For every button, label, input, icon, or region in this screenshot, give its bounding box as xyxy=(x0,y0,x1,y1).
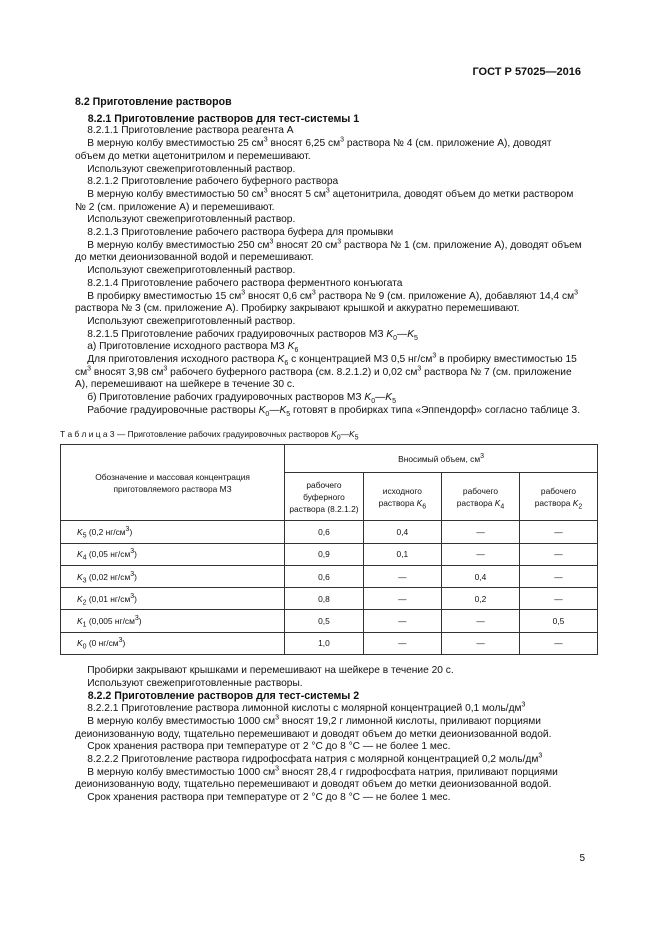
col-header-k4: рабочего раствора $K_4$ xyxy=(442,473,520,521)
table-row xyxy=(61,543,598,565)
table-row xyxy=(61,632,598,654)
table-cell: 0,6 xyxy=(285,565,364,587)
row-label: $K_2$ (0,01 $нг/см^3$) xyxy=(61,588,285,610)
paragraph: В пробирку вместимостью 15 $см^3$ вносят 0,6 $см^3$ раствора № 9 (см. приложение А), добавляют 14,4 $см^3$ раствора № 3 (см. приложение А). Пробирку закрывают крышкой и аккуратно перемешивают. xyxy=(75,289,578,315)
table-cell: — xyxy=(442,543,520,565)
table-cell: — xyxy=(442,632,520,654)
paragraph: В мерную колбу вместимостью 250 $см^3$ вносят 20 $см^3$ раствора № 1 (см. приложение А), доводят объем до метки деионизованной водой и перемешивают. xyxy=(75,238,582,264)
table-cell: 0,8 xyxy=(285,588,364,610)
paragraph: В мерную колбу вместимостью 25 $см^3$ вносят 6,25 $см^3$ раствора № 4 (см. приложение А), доводят объем до метки ацетонитрилом и перемешивают. xyxy=(75,136,552,162)
table-cell: — xyxy=(519,588,597,610)
heading-8-2: 8.2 Приготовление растворов xyxy=(75,96,232,108)
calibration-table xyxy=(60,444,598,655)
table-cell: — xyxy=(363,565,441,587)
paragraph: Используют свежеприготовленный раствор. xyxy=(87,214,296,226)
paragraph: Используют свежеприготовленные растворы. xyxy=(87,677,303,689)
paragraph: В мерную колбу вместимостью 50 $см^3$ вносят 5 $см^3$ ацетонитрила, доводят объем до метки раствором № 2 (см. приложение А) и перемешивают. xyxy=(75,187,574,213)
table-row xyxy=(61,521,598,543)
paragraph: Используют свежеприготовленный раствор. xyxy=(87,315,296,327)
paragraph: Срок хранения раствора при температуре от 2 °С до 8 °С — не более 1 мес. xyxy=(87,741,451,753)
heading-8-2-2-1: 8.2.2.1 Приготовление раствора лимонной кислоты с молярной концентрацией 0,1 моль/$дм^3$ xyxy=(87,701,526,715)
table-cell: 0,5 xyxy=(519,610,597,632)
col-header-buffer: рабочего буферного раствора (8.2.1.2) xyxy=(285,473,364,521)
table-cell: — xyxy=(519,543,597,565)
table-row xyxy=(61,565,598,587)
table-cell: 0,1 xyxy=(363,543,441,565)
row-label: $K_0$ (0 $нг/см^3$) xyxy=(61,632,285,654)
heading-8-2-2-2: 8.2.2.2 Приготовление раствора гидрофосфата натрия с молярной концентрацией 0,2 моль/$дм^3$ xyxy=(87,752,543,765)
doc-header-code: ГОСТ Р 57025—2016 xyxy=(472,66,581,78)
table-cell: — xyxy=(363,610,441,632)
table-cell: 0,2 xyxy=(442,588,520,610)
heading-8-2-1-4: 8.2.1.4 Приготовление рабочего раствора ферментного конъюгата xyxy=(87,277,403,289)
table-cell: — xyxy=(442,521,520,543)
row-label: $K_4$ (0,05 $нг/см^3$) xyxy=(61,543,285,565)
table-cell: 0,9 xyxy=(285,543,364,565)
paragraph: Используют свежеприготовленный раствор. xyxy=(87,163,296,175)
paragraph: Срок хранения раствора при температуре от 2 °С до 8 °С — не более 1 мес. xyxy=(87,792,451,804)
table-cell: 0,4 xyxy=(442,565,520,587)
table-cell: 0,6 xyxy=(285,521,364,543)
paragraph: Используют свежеприготовленный раствор. xyxy=(87,265,296,277)
col-header-k2: рабочего раствора $K_2$ xyxy=(519,473,597,521)
heading-8-2-2: 8.2.2 Приготовление растворов для тест-системы 2 xyxy=(87,690,360,703)
table-cell: — xyxy=(363,632,441,654)
heading-8-2-1-5: 8.2.1.5 Приготовление рабочих градуировочных растворов МЗ $K_0—K_5$ xyxy=(87,328,418,342)
table-cell: — xyxy=(442,610,520,632)
col-header-main: Обозначение и массовая концентрация приготовляемого раствора МЗ xyxy=(61,445,285,521)
table-caption: Т а б л и ц а 3 — Приготовление рабочих градуировочных растворов $K_0—K_5$ xyxy=(60,428,359,442)
table-cell: — xyxy=(363,588,441,610)
row-label: $K_3$ (0,02 $нг/см^3$) xyxy=(61,565,285,587)
heading-8-2-1: 8.2.1 Приготовление растворов для тест-системы 1 xyxy=(87,112,360,125)
col-header-group: Вносимый объем, $см^3$ xyxy=(285,445,598,473)
col-header-source: исходного раствора $K_6$ xyxy=(363,473,441,521)
table-cell: 0,4 xyxy=(363,521,441,543)
row-label: $K_5$ (0,2 $нг/см^3$) xyxy=(61,521,285,543)
table-cell: — xyxy=(519,565,597,587)
heading-8-2-1-5-a: а) Приготовление исходного раствора МЗ $K_6$ xyxy=(87,341,299,355)
table-row xyxy=(61,588,598,610)
paragraph: Для приготовления исходного раствора $K_6$ с концентрацией МЗ 0,5 $нг/см^3$ в пробирку вместимостью 15 $см^3$ вносят 3,98 $см^3$ рабочего буферного раствора (см. 8.2.1.2) и 0,02 $см^3$ раствора № 7 (см. приложение А), перемешивают на шейкере в течение 30 с. xyxy=(75,352,577,391)
row-label: $K_1$ (0,005 $нг/см^3$) xyxy=(61,610,285,632)
paragraph: Рабочие градуировочные растворы $K_0—K_5$ готовят в пробирках типа «Эппендорф» согласно таблице 3. xyxy=(87,404,581,418)
document-body xyxy=(60,96,583,805)
paragraph: В мерную колбу вместимостью 1000 $см^3$ вносят 28,4 г гидрофосфата натрия, приливают порциями деионизованную воду, тщательно перемешивают и доводят объем до метки деионизованной водой. xyxy=(75,765,558,791)
table-cell: 1,0 xyxy=(285,632,364,654)
heading-8-2-1-2: 8.2.1.2 Приготовление рабочего буферного раствора xyxy=(87,176,339,188)
table-row xyxy=(61,610,598,632)
table-cell: — xyxy=(519,521,597,543)
heading-8-2-1-3: 8.2.1.3 Приготовление рабочего раствора буфера для промывки xyxy=(87,227,394,239)
table-cell: — xyxy=(519,632,597,654)
page-number: 5 xyxy=(579,853,585,864)
table-cell: 0,5 xyxy=(285,610,364,632)
paragraph: Пробирки закрывают крышками и перемешивают на шейкере в течение 20 с. xyxy=(87,665,454,677)
heading-8-2-1-1: 8.2.1.1 Приготовление раствора реагента А xyxy=(87,125,294,137)
heading-8-2-1-5-b: б) Приготовление рабочих градуировочных растворов МЗ $K_0—K_5$ xyxy=(87,392,396,406)
paragraph: В мерную колбу вместимостью 1000 $см^3$ вносят 19,2 г лимонной кислоты, приливают порциями деионизованную воду, тщательно перемешивают и доводят объем до метки деионизованной водой. xyxy=(75,714,552,740)
